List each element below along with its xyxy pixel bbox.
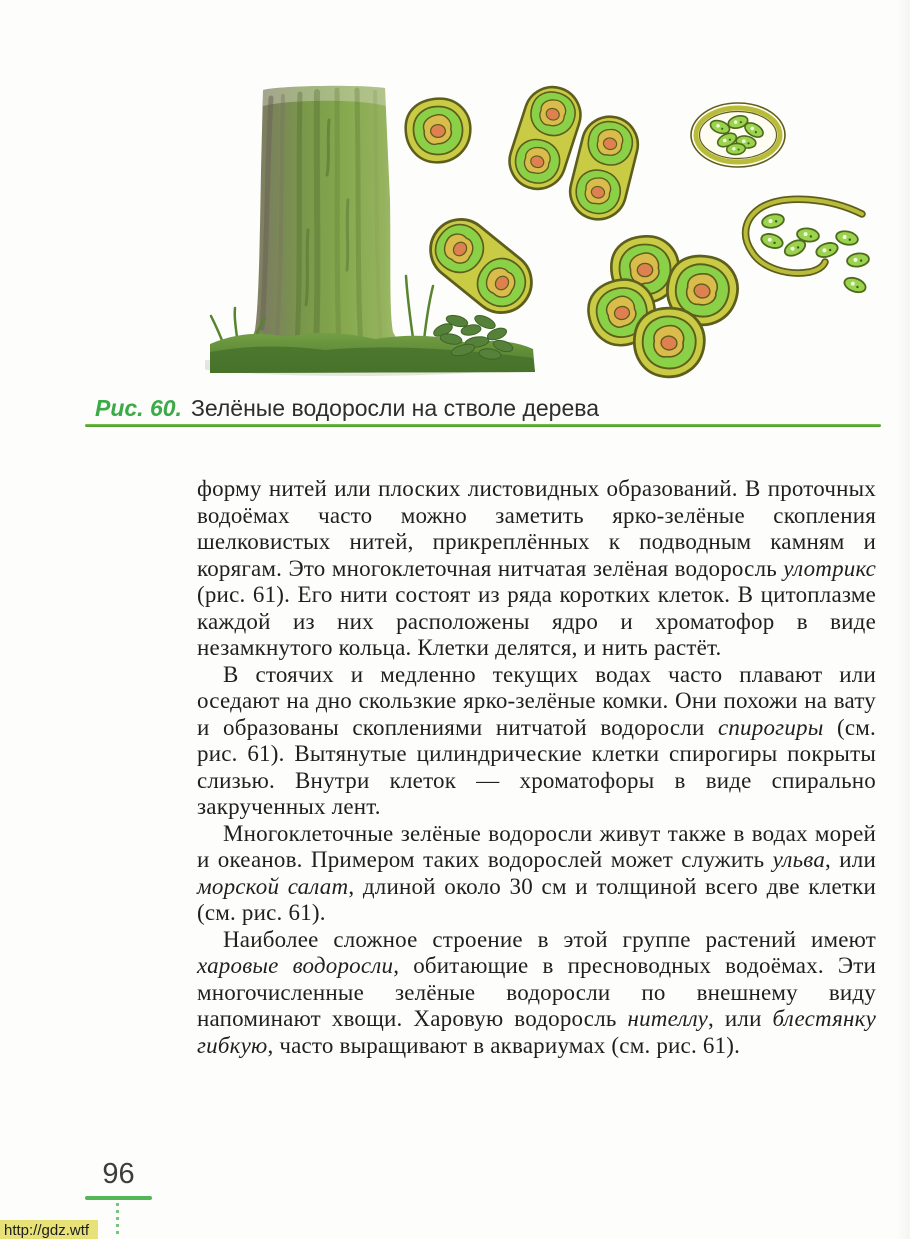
page-number-dotted-line: [116, 1203, 119, 1235]
paragraph: форму нитей или плоских листовидных образований. В проточных водоёмах часто можно заметить ярко-зелёные скопления шелковистых нитей, прикреплённых к подводным камням и корягам. Это многоклеточная нитчатая зелёная водоросль улотрикс (рис. 61). Его нити состоят из ряда коротких клеток. В цитоплазме каждой из них расположены ядро и хроматофор в виде незамкнутого кольца. Клетки делятся, и нить растёт.: [197, 476, 876, 660]
algae-cell-cluster-four: [584, 236, 745, 381]
figure-caption-text: Зелёные водоросли на стволе дерева: [190, 395, 599, 421]
figure-caption-label: Рис. 60.: [95, 395, 182, 421]
page-number-rule: [85, 1196, 152, 1200]
caption-divider-rule: [85, 424, 881, 427]
algae-cell-cluster-pairs: [502, 80, 643, 225]
paragraph: Многоклеточные зелёные водоросли живут также в водах морей и океанов. Примером таких водорослей может служить ульва, или морской салат, длиной около 30 см и толщиной всего две клетки (см. рис. 61).: [197, 820, 876, 925]
algae-cell-pair: [418, 207, 543, 325]
watermark-link[interactable]: http://gdz.wtf: [0, 1220, 98, 1239]
paragraph: В стоячих и медленно текущих водах часто плавают или оседают на дно скользкие ярко-зелёные комки. Они похожи на вату и образованы скоплениями нитчатой водоросли спирогиры (см. рис. 61). Вытянутые цилиндрические клетки спирогиры покрыты слизью. Внутри клеток — хроматофоры в виде спирально закрученных лент.: [197, 661, 876, 819]
figure-caption: [95, 394, 885, 422]
open-capsule-with-spores: [746, 199, 870, 295]
algae-cell-single: [406, 99, 471, 163]
page-number: 96: [102, 1158, 135, 1190]
paragraph: Наиболее сложное строение в этой группе растений имеют харовые водоросли, обитающие в пресноводных водоёмах. Эти многочисленные зелёные водоросли по внешнему виду напоминают хвощи. Харовую водоросль нителлу, или блестянку гибкую, часто выращивают в аквариумах (см. рис. 61).: [197, 926, 876, 1058]
figure-illustration: [205, 80, 905, 395]
body-text: [197, 476, 876, 1059]
spore-capsule: [691, 103, 785, 167]
